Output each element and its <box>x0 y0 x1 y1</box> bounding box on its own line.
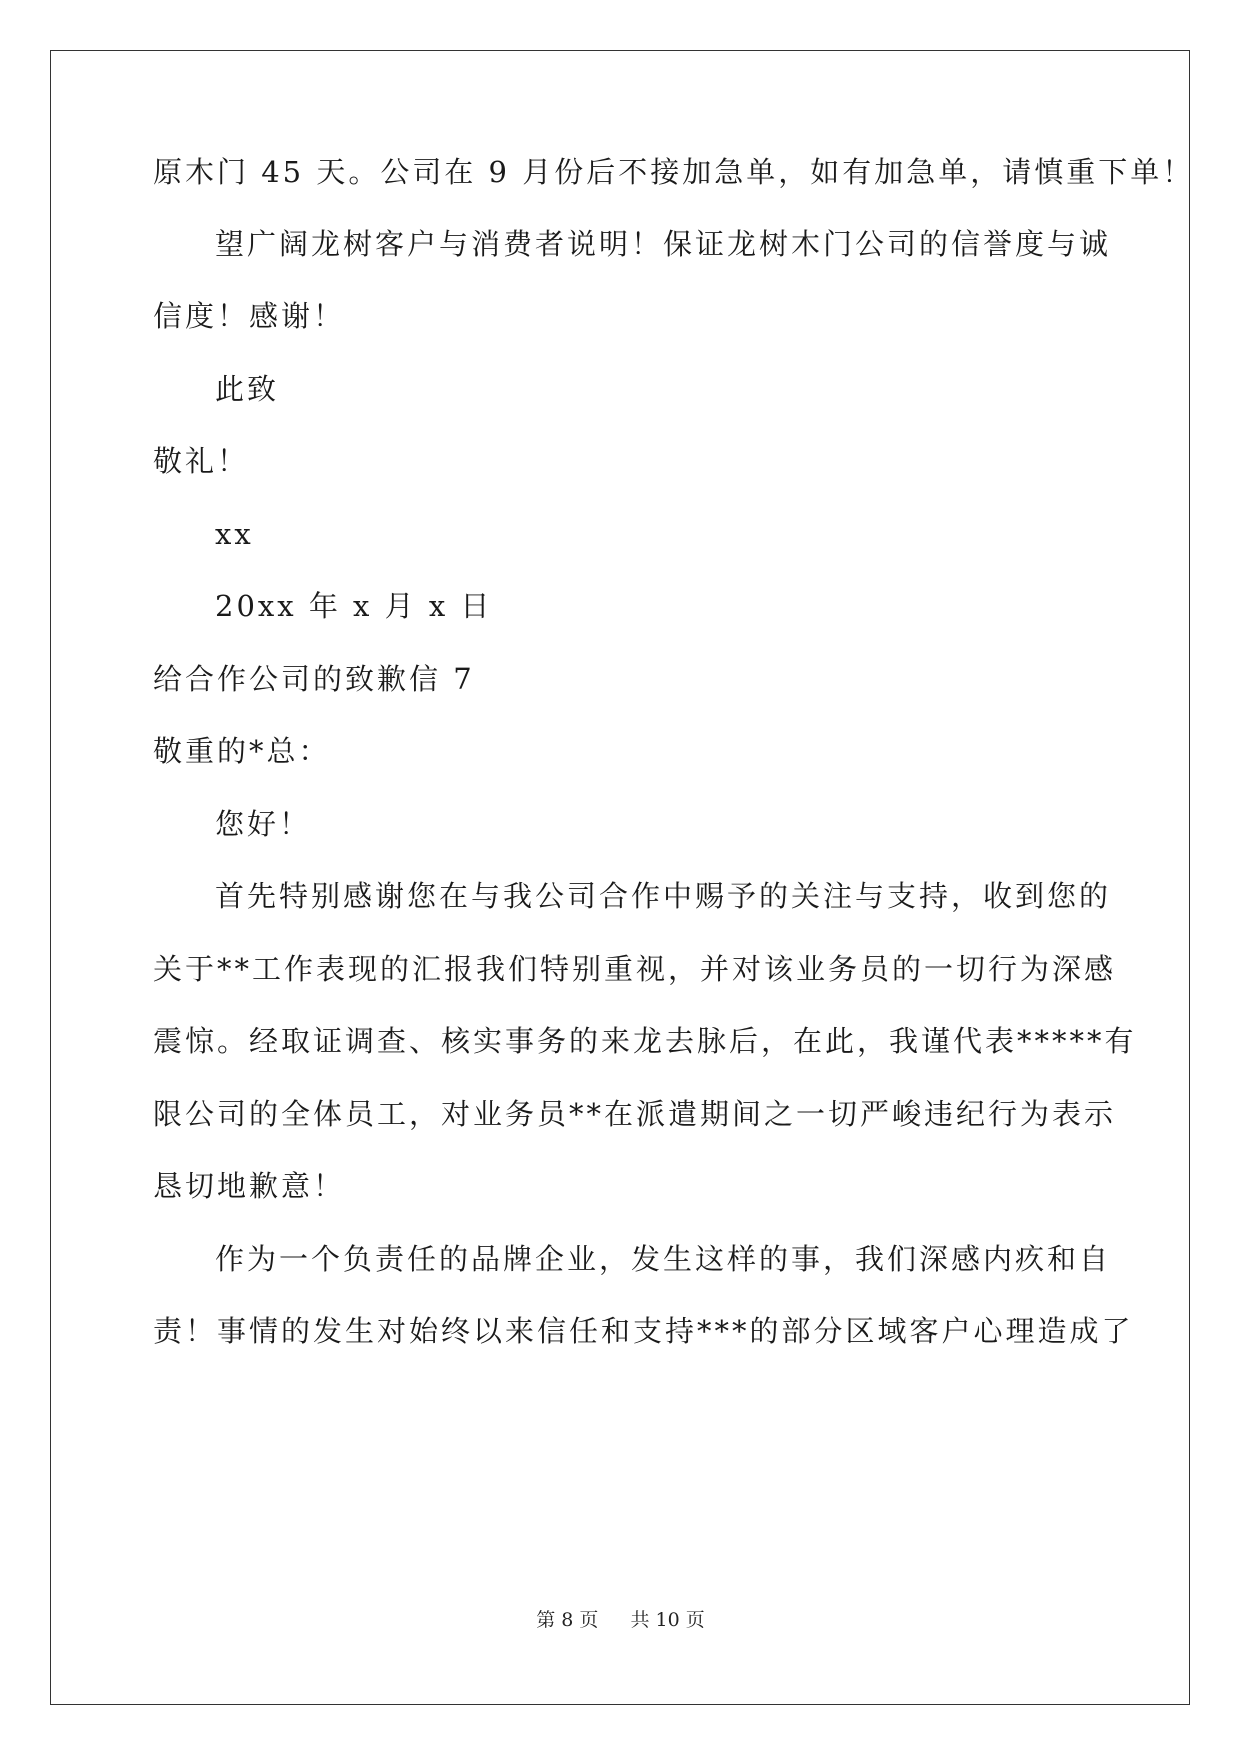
page-number: 第 8 页 <box>536 1609 599 1631</box>
text-line-11: 首先特别感谢您在与我公司合作中赐予的关注与支持，收到您的 <box>215 879 1112 913</box>
text-line-9: 敬重的*总： <box>153 734 331 768</box>
text-line-6: xx <box>215 517 254 551</box>
text-line-15: 恳切地歉意！ <box>153 1169 346 1203</box>
text-line-7: 20xx 年 x 月 x 日 <box>215 589 493 623</box>
text-line-1: 原木门 45 天。公司在 9 月份后不接加急单，如有加急单，请慎重下单！ <box>153 155 1195 189</box>
text-line-4: 此致 <box>215 372 280 406</box>
page-footer <box>0 1607 1241 1633</box>
text-line-16: 作为一个负责任的品牌企业，发生这样的事，我们深感内疚和自 <box>215 1242 1112 1276</box>
text-line-3: 信度！感谢！ <box>153 299 346 333</box>
text-line-5: 敬礼！ <box>153 444 250 478</box>
text-line-8: 给合作公司的致歉信 7 <box>153 662 475 696</box>
text-line-13: 震惊。经取证调查、核实事务的来龙去脉后，在此，我谨代表*****有 <box>153 1024 1137 1058</box>
text-line-2: 望广阔龙树客户与消费者说明！保证龙树木门公司的信誉度与诚 <box>215 227 1112 261</box>
page-total: 共 10 页 <box>630 1609 705 1631</box>
text-line-12: 关于**工作表现的汇报我们特别重视，并对该业务员的一切行为深感 <box>153 952 1117 986</box>
text-line-10: 您好！ <box>215 807 312 841</box>
text-line-14: 限公司的全体员工，对业务员**在派遣期间之一切严峻违纪行为表示 <box>153 1097 1117 1131</box>
text-line-17: 责！事情的发生对始终以来信任和支持***的部分区域客户心理造成了 <box>153 1314 1134 1348</box>
